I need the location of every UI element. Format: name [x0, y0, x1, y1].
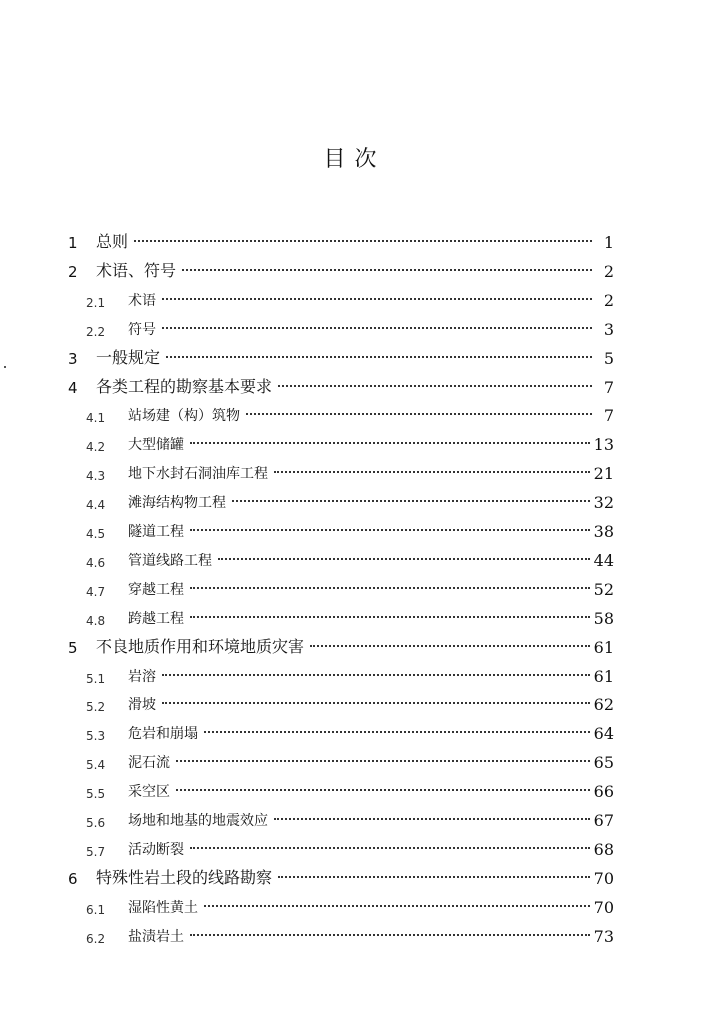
- toc-entry-number: 4.4: [86, 498, 106, 513]
- toc-entry-number: 5: [68, 638, 78, 657]
- toc-entry-page-number: 65: [593, 753, 614, 773]
- toc-entry-number: 5.6: [86, 816, 106, 830]
- toc-entry-page-number: 2: [603, 261, 614, 281]
- toc-section-entry: [86, 604, 614, 628]
- toc-entry-label: 术语、符号: [96, 260, 177, 280]
- toc-entry-label: 地下水封石洞油库工程: [128, 466, 268, 483]
- dot-leader: [274, 471, 590, 473]
- toc-entry-label: 滩海结构物工程: [128, 495, 226, 512]
- toc-entry-number: 6: [68, 869, 78, 888]
- toc-entry-page-number: 70: [593, 868, 614, 888]
- toc-entry-page-number: 38: [593, 522, 614, 541]
- toc-entry-label: 滑坡: [128, 697, 156, 714]
- toc-section-entry: [86, 517, 614, 541]
- toc-entry-page-number: 44: [593, 550, 614, 570]
- toc-entry-number: 5.1: [86, 671, 106, 686]
- toc-entry-number: 5.5: [86, 787, 106, 802]
- toc-entry-number: 4.5: [86, 527, 106, 541]
- toc-entry-label: 穿越工程: [128, 581, 184, 598]
- toc-entry-number: 4.6: [86, 555, 106, 570]
- toc-entry-page-number: 32: [593, 493, 614, 513]
- toc-entry-label: 隧道工程: [128, 524, 184, 540]
- toc-entry-number: 5.4: [86, 758, 106, 773]
- toc-section-entry: [86, 893, 614, 917]
- dot-leader: [162, 702, 590, 704]
- toc-entry-page-number: 5: [603, 348, 614, 368]
- dot-leader: [162, 327, 592, 329]
- toc-chapter-entry: [68, 373, 614, 397]
- dot-leader: [176, 760, 590, 762]
- dot-leader: [278, 876, 590, 878]
- toc-entry-page-number: 7: [603, 406, 614, 426]
- dot-leader: [190, 529, 590, 531]
- toc-section-entry: [86, 662, 614, 686]
- toc-entry-label: 站场建（构）筑物: [128, 408, 240, 425]
- toc-section-entry: [86, 835, 614, 859]
- toc-entry-label: 管道线路工程: [128, 552, 212, 569]
- toc-entry-page-number: 52: [593, 579, 614, 599]
- toc-entry-label: 采空区: [128, 784, 170, 801]
- toc-chapter-entry: [68, 633, 614, 657]
- toc-entry-number: 4.7: [86, 584, 106, 599]
- toc-entry-number: 1: [68, 234, 78, 252]
- toc-entry-number: 5.2: [86, 700, 106, 715]
- dot-leader: [190, 934, 590, 936]
- toc-entry-page-number: 1: [603, 233, 614, 252]
- toc-section-entry: [86, 315, 614, 339]
- toc-entry-page-number: 21: [593, 464, 614, 484]
- toc-entry-number: 3: [68, 349, 78, 368]
- scan-speck: [4, 366, 6, 368]
- toc-entry-page-number: 67: [593, 811, 614, 830]
- toc-chapter-entry: [68, 257, 614, 281]
- toc-entry-label: 一般规定: [96, 347, 161, 367]
- toc-entry-number: 2: [68, 262, 78, 281]
- toc-entry-label: 湿陷性黄土: [128, 899, 198, 916]
- toc-entry-page-number: 68: [593, 839, 614, 859]
- toc-section-entry: [86, 286, 614, 310]
- toc-entry-label: 场地和地基的地震效应: [128, 813, 268, 829]
- toc-chapter-entry: [68, 344, 614, 368]
- dot-leader: [278, 385, 592, 387]
- toc-chapter-entry: [68, 228, 614, 252]
- dot-leader: [204, 905, 590, 907]
- toc-entry-number: 4.2: [86, 440, 106, 455]
- dot-leader: [246, 413, 592, 415]
- toc-section-entry: [86, 690, 614, 714]
- toc-entry-label: 符号: [128, 321, 156, 338]
- toc-section-entry: [86, 719, 614, 743]
- toc-section-entry: [86, 922, 614, 946]
- toc-entry-page-number: 7: [603, 377, 614, 397]
- toc-section-entry: [86, 430, 614, 454]
- toc-entry-number: 4.8: [86, 613, 106, 628]
- toc-entry-page-number: 58: [593, 608, 614, 628]
- dot-leader: [176, 789, 590, 791]
- toc-entry-number: 2.2: [86, 324, 106, 339]
- dot-leader: [162, 298, 592, 300]
- dot-leader: [190, 587, 590, 589]
- dot-leader: [218, 558, 590, 560]
- dot-leader: [274, 818, 590, 820]
- toc-entry-label: 不良地质作用和环境地质灾害: [96, 636, 305, 656]
- toc-entry-number: 5.7: [86, 844, 106, 859]
- toc-entry-page-number: 61: [593, 637, 614, 657]
- toc-entry-page-number: 3: [603, 319, 614, 339]
- toc-entry-label: 岩溶: [128, 668, 156, 685]
- toc-entry-page-number: 73: [593, 926, 614, 946]
- toc-entry-label: 大型储罐: [128, 437, 184, 454]
- toc-entry-label: 跨越工程: [128, 610, 184, 627]
- toc-entry-number: 6.1: [86, 902, 106, 917]
- dot-leader: [190, 616, 590, 618]
- dot-leader: [190, 442, 590, 444]
- toc-entry-label: 盐渍岩土: [128, 928, 184, 945]
- toc-entry-page-number: 2: [603, 290, 614, 310]
- toc-section-entry: [86, 806, 614, 830]
- toc-entry-number: 4.1: [86, 411, 106, 426]
- toc-entry-label: 总则: [96, 232, 129, 251]
- toc-entry-page-number: 70: [593, 897, 614, 917]
- toc-section-entry: [86, 546, 614, 570]
- toc-entry-label: 各类工程的勘察基本要求: [96, 376, 273, 396]
- toc-entry-page-number: 61: [593, 666, 614, 686]
- dot-leader: [204, 731, 590, 733]
- toc-entry-page-number: 64: [593, 724, 614, 744]
- toc-entry-page-number: 62: [593, 695, 614, 715]
- toc-entry-number: 4.3: [86, 469, 106, 484]
- toc-entry-label: 特殊性岩土段的线路勘察: [96, 867, 273, 887]
- dot-leader: [182, 269, 592, 271]
- toc-section-entry: [86, 575, 614, 599]
- toc-chapter-entry: [68, 864, 614, 888]
- dot-leader: [190, 847, 590, 849]
- toc-entry-page-number: 66: [593, 782, 614, 802]
- toc-entry-label: 活动断裂: [128, 841, 184, 858]
- toc-section-entry: [86, 748, 614, 772]
- toc-section-entry: [86, 401, 614, 425]
- dot-leader: [134, 240, 592, 242]
- toc-section-entry: [86, 488, 614, 512]
- toc-entry-label: 泥石流: [128, 755, 170, 772]
- toc-section-entry: [86, 459, 614, 483]
- dot-leader: [162, 674, 590, 676]
- toc-entry-page-number: 13: [593, 435, 614, 455]
- toc-entry-number: 2.1: [86, 295, 106, 310]
- toc-section-entry: [86, 777, 614, 801]
- toc-entry-label: 术语: [128, 292, 156, 309]
- dot-leader: [232, 500, 590, 502]
- dot-leader: [310, 645, 590, 647]
- toc-entry-number: 6.2: [86, 931, 106, 946]
- dot-leader: [166, 356, 592, 358]
- toc-entry-label: 危岩和崩塌: [128, 726, 198, 743]
- toc-entry-number: 4: [68, 378, 78, 397]
- page-title: 目 次: [323, 147, 378, 172]
- toc-entry-number: 5.3: [86, 729, 106, 744]
